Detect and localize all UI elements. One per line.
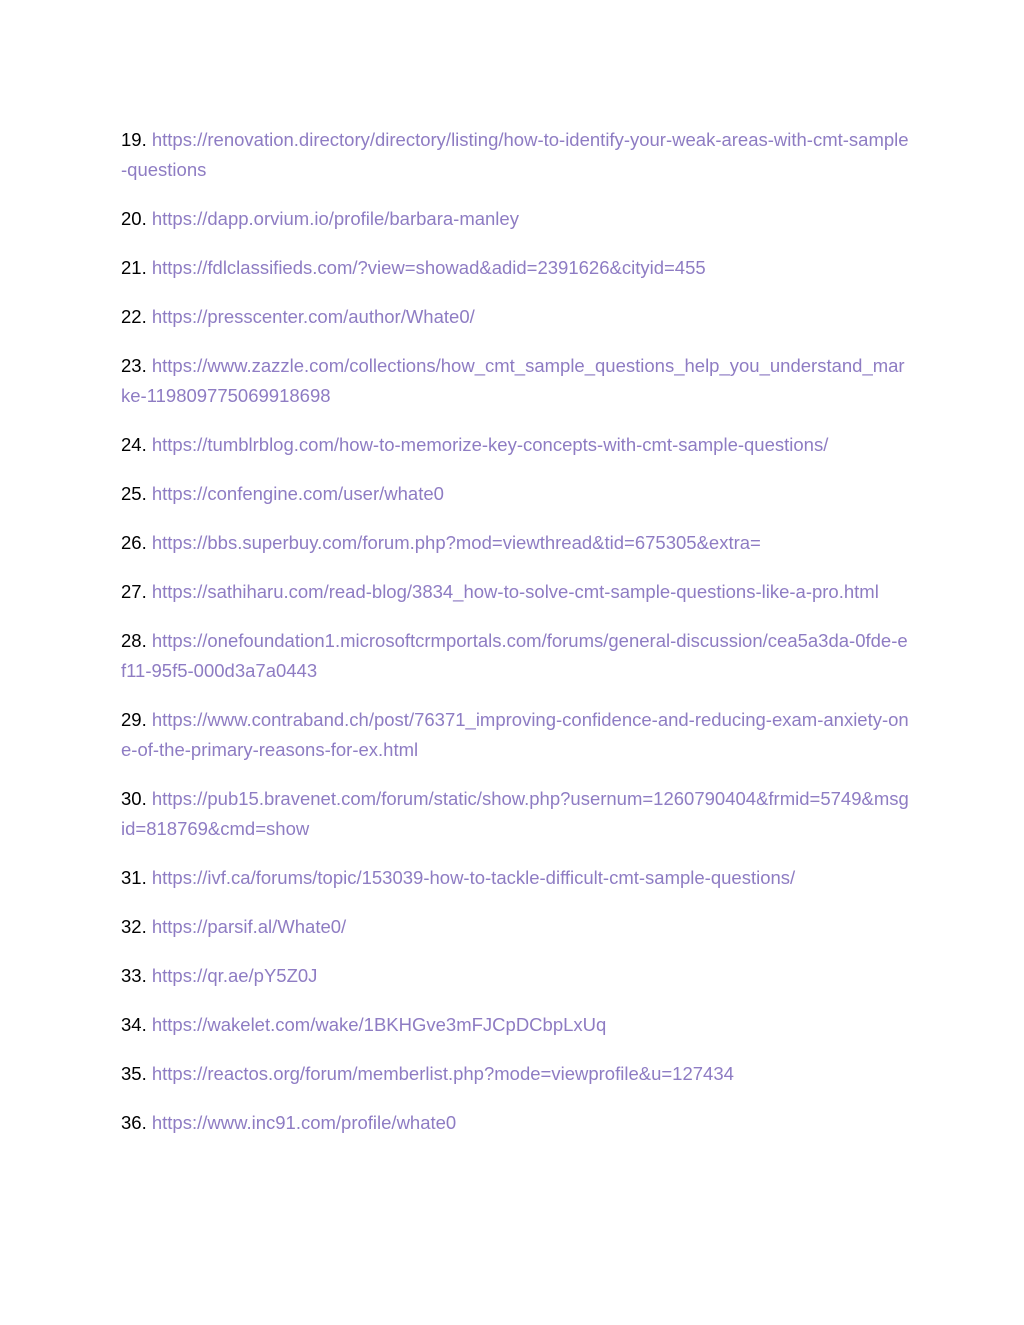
- item-number: 36.: [121, 1112, 147, 1133]
- item-number: 26.: [121, 532, 147, 553]
- item-number: 35.: [121, 1063, 147, 1084]
- item-link[interactable]: https://bbs.superbuy.com/forum.php?mod=viewthread&tid=675305&extra=: [151, 532, 761, 553]
- list-item: [121, 430, 911, 460]
- item-number: 22.: [121, 306, 147, 327]
- list-item: [121, 626, 911, 686]
- item-link[interactable]: https://sathiharu.com/read-blog/3834_how-to-solve-cmt-sample-questions-like-a-pro.html: [151, 581, 879, 602]
- list-item: [121, 479, 911, 509]
- item-number: 32.: [121, 916, 147, 937]
- list-item: [121, 125, 911, 185]
- list-item: [121, 784, 911, 844]
- item-link[interactable]: https://tumblrblog.com/how-to-memorize-key-concepts-with-cmt-sample-questions/: [151, 434, 829, 455]
- item-number: 24.: [121, 434, 147, 455]
- item-link[interactable]: https://fdlclassifieds.com/?view=showad&adid=2391626&cityid=455: [151, 257, 706, 278]
- item-number: 23.: [121, 355, 147, 376]
- item-number: 25.: [121, 483, 147, 504]
- item-link[interactable]: https://qr.ae/pY5Z0J: [151, 965, 318, 986]
- item-link[interactable]: https://www.contraband.ch/post/76371_improving-confidence-and-reducing-exam-anxiety-one-of-the-primary-reasons-for-ex.html: [121, 709, 909, 760]
- item-link[interactable]: https://www.inc91.com/profile/whate0: [151, 1112, 457, 1133]
- item-link[interactable]: https://ivf.ca/forums/topic/153039-how-to-tackle-difficult-cmt-sample-questions/: [151, 867, 796, 888]
- item-link[interactable]: https://onefoundation1.microsoftcrmportals.com/forums/general-discussion/cea5a3da-0fde-ef11-95f5-000d3a7a0443: [121, 630, 908, 681]
- item-link[interactable]: https://parsif.al/Whate0/: [151, 916, 347, 937]
- item-number: 31.: [121, 867, 147, 888]
- item-link[interactable]: https://www.zazzle.com/collections/how_cmt_sample_questions_help_you_understand_marke-119809775069918698: [121, 355, 905, 406]
- item-link[interactable]: https://dapp.orvium.io/profile/barbara-manley: [151, 208, 519, 229]
- list-item: [121, 863, 911, 893]
- item-link[interactable]: https://presscenter.com/author/Whate0/: [151, 306, 475, 327]
- item-number: 21.: [121, 257, 147, 278]
- item-link[interactable]: https://confengine.com/user/whate0: [151, 483, 444, 504]
- item-number: 20.: [121, 208, 147, 229]
- list-item: [121, 351, 911, 411]
- list-item: [121, 204, 911, 234]
- item-link[interactable]: https://renovation.directory/directory/listing/how-to-identify-your-weak-areas-with-cmt-sample-questions: [121, 129, 909, 180]
- item-link[interactable]: https://pub15.bravenet.com/forum/static/show.php?usernum=1260790404&frmid=5749&msgid=818769&cmd=show: [121, 788, 909, 839]
- item-link[interactable]: https://wakelet.com/wake/1BKHGve3mFJCpDCbpLxUq: [151, 1014, 607, 1035]
- list-item: [121, 1010, 911, 1040]
- item-number: 27.: [121, 581, 147, 602]
- list-item: [121, 253, 911, 283]
- list-item: [121, 1059, 911, 1089]
- list-item: [121, 961, 911, 991]
- item-number: 28.: [121, 630, 147, 651]
- item-number: 30.: [121, 788, 147, 809]
- item-number: 33.: [121, 965, 147, 986]
- list-item: [121, 1108, 911, 1138]
- item-number: 29.: [121, 709, 147, 730]
- list-item: [121, 528, 911, 558]
- list-item: [121, 912, 911, 942]
- link-list: [121, 125, 911, 1157]
- item-number: 19.: [121, 129, 147, 150]
- item-number: 34.: [121, 1014, 147, 1035]
- list-item: [121, 302, 911, 332]
- list-item: [121, 705, 911, 765]
- list-item: [121, 577, 911, 607]
- item-link[interactable]: https://reactos.org/forum/memberlist.php?mode=viewprofile&u=127434: [151, 1063, 734, 1084]
